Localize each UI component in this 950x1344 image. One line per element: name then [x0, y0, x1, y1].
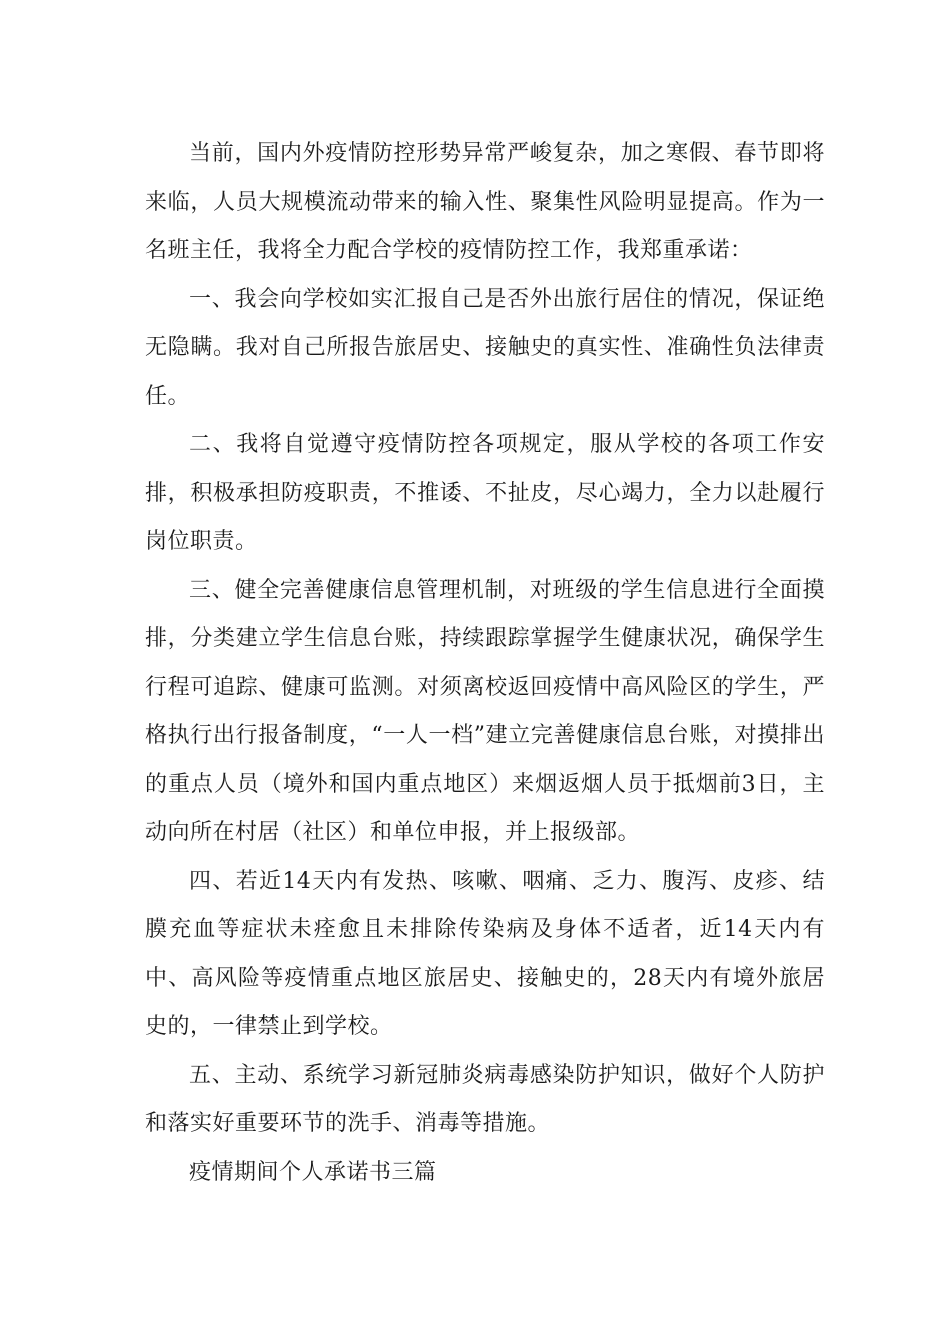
paragraph-item-2: 二、我将自觉遵守疫情防控各项规定，服从学校的各项工作安排，积极承担防疫职责，不推诿、不扯皮，尽心竭力，全力以赴履行岗位职责。	[145, 432, 825, 554]
paragraph-item-4: 四、若近14天内有发热、咳嗽、咽痛、乏力、腹泻、皮疹、结膜充血等症状未痊愈且未排除传染病及身体不适者，近14天内有中、高风险等疫情重点地区旅居史、接触史的，28天内有境外旅居史的，一律禁止到学校。	[145, 868, 825, 1039]
paragraph-item-1: 一、我会向学校如实汇报自己是否外出旅行居住的情况，保证绝无隐瞒。我对自己所报告旅居史、接触史的真实性、准确性负法律责任。	[145, 286, 825, 409]
document-body	[145, 130, 825, 1197]
closing-title: 疫情期间个人承诺书三篇	[189, 1159, 437, 1185]
paragraph-intro: 当前，国内外疫情防控形势异常严峻复杂，加之寒假、春节即将来临，人员大规模流动带来的输入性、聚集性风险明显提高。作为一名班主任，我将全力配合学校的疫情防控工作，我郑重承诺：	[145, 141, 825, 263]
paragraph-item-5: 五、主动、系统学习新冠肺炎病毒感染防护知识，做好个人防护和落实好重要环节的洗手、消毒等措施。	[145, 1062, 825, 1136]
paragraph-item-3: 三、健全完善健康信息管理机制，对班级的学生信息进行全面摸排，分类建立学生信息台账，持续跟踪掌握学生健康状况，确保学生行程可追踪、健康可监测。对须离校返回疫情中高风险区的学生，严格执行出行报备制度，“一人一档”建立完善健康信息台账，对摸排出的重点人员（境外和国内重点地区）来烟返烟人员于抵烟前3日，主动向所在村居（社区）和单位申报，并上报级部。	[145, 577, 825, 845]
